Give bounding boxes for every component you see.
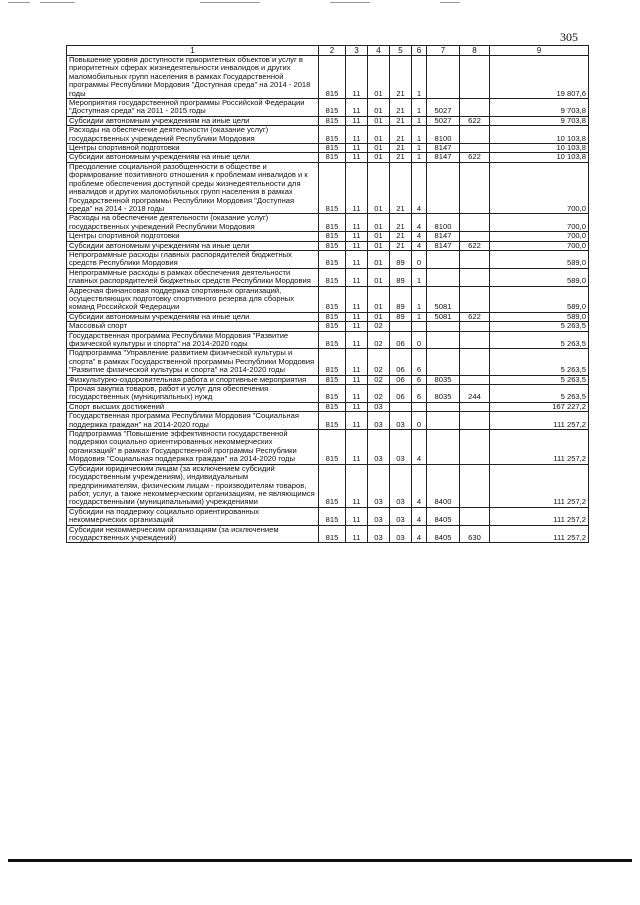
- row-program-code: 21: [390, 126, 412, 144]
- row-program-code: 21: [390, 56, 412, 99]
- row-expense-code: 8405: [427, 525, 460, 543]
- row-ministry-code: 815: [319, 56, 346, 99]
- table-row: [67, 232, 589, 241]
- row-program-code: 21: [390, 162, 412, 213]
- row-ministry-code: 815: [319, 241, 346, 250]
- row-subprogram-code: 4: [412, 241, 427, 250]
- row-section-code: 11: [346, 322, 368, 331]
- row-subprogram-code: 1: [412, 153, 427, 162]
- row-ministry-code: 815: [319, 349, 346, 375]
- row-section-code: 11: [346, 430, 368, 465]
- row-name: Физкультурно-оздоровительная работа и спортивные мероприятия: [67, 375, 319, 384]
- row-name: Субсидии автономным учреждениям на иные цели: [67, 116, 319, 125]
- row-amount: 5 263,5: [490, 322, 589, 331]
- row-type-code: 622: [460, 116, 490, 125]
- row-expense-code: 8147: [427, 232, 460, 241]
- table-row: [67, 116, 589, 125]
- row-type-code: [460, 56, 490, 99]
- row-expense-code: 5081: [427, 312, 460, 321]
- row-ministry-code: 815: [319, 144, 346, 153]
- header-cell-4: 4: [368, 46, 390, 56]
- row-ministry-code: 815: [319, 375, 346, 384]
- table-row: [67, 412, 589, 430]
- row-type-code: [460, 99, 490, 117]
- table-row: [67, 126, 589, 144]
- table-row: [67, 153, 589, 162]
- row-program-code: 21: [390, 99, 412, 117]
- row-type-code: [460, 412, 490, 430]
- row-ministry-code: 815: [319, 162, 346, 213]
- row-amount: 111 257,2: [490, 430, 589, 465]
- row-name: Преодоление социальной разобщенности в обществе и формирование позитивного отношения к проблемам инвалидов и к проблеме обеспечения доступной среды жизнедеятельности для инвалидов и других маломобильных групп населения в рамках Государственной программы Республики Мордовия "Доступная среда" на 2014 - 2018 годы: [67, 162, 319, 213]
- row-section-code: 11: [346, 56, 368, 99]
- row-ministry-code: 815: [319, 126, 346, 144]
- row-program-code: 03: [390, 507, 412, 525]
- row-subsection-code: 01: [368, 144, 390, 153]
- row-subsection-code: 03: [368, 412, 390, 430]
- row-type-code: [460, 286, 490, 312]
- row-name: Прочая закупка товаров, работ и услуг для обеспечения государственных (муниципальных) нужд: [67, 385, 319, 403]
- row-expense-code: [427, 250, 460, 268]
- row-ministry-code: 815: [319, 99, 346, 117]
- row-name: Повышение уровня доступности приоритетных объектов и услуг в приоритетных сферах жизнедеятельности инвалидов и других маломобильных групп населения в рамках Государственной программы Республики Мордовия "Доступная среда" на 2014 - 2018 годы: [67, 56, 319, 99]
- row-subprogram-code: 4: [412, 464, 427, 507]
- row-amount: 5 263,5: [490, 385, 589, 403]
- row-expense-code: 8147: [427, 153, 460, 162]
- row-subprogram-code: 1: [412, 286, 427, 312]
- row-ministry-code: 815: [319, 430, 346, 465]
- row-ministry-code: 815: [319, 268, 346, 286]
- row-name: Центры спортивной подготовки: [67, 232, 319, 241]
- row-subprogram-code: 1: [412, 116, 427, 125]
- row-subsection-code: 01: [368, 99, 390, 117]
- row-section-code: 11: [346, 126, 368, 144]
- row-program-code: 89: [390, 268, 412, 286]
- table-row: [67, 241, 589, 250]
- row-name: Субсидии автономным учреждениям на иные цели: [67, 312, 319, 321]
- row-ministry-code: 815: [319, 214, 346, 232]
- row-name: Расходы на обеспечение деятельности (оказание услуг) государственных учреждений Республики Мордовия: [67, 126, 319, 144]
- row-type-code: 622: [460, 241, 490, 250]
- row-section-code: 11: [346, 375, 368, 384]
- row-type-code: [460, 331, 490, 349]
- table-row: [67, 286, 589, 312]
- table-row: [67, 385, 589, 403]
- row-subsection-code: 03: [368, 430, 390, 465]
- row-name: Мероприятия государственной программы Российской Федерации "Доступная среда" на 2011 - 2015 годы: [67, 99, 319, 117]
- row-ministry-code: 815: [319, 464, 346, 507]
- table-row: [67, 312, 589, 321]
- row-section-code: 11: [346, 286, 368, 312]
- row-section-code: 11: [346, 464, 368, 507]
- row-subprogram-code: 1: [412, 312, 427, 321]
- row-amount: 9 703,8: [490, 99, 589, 117]
- row-expense-code: [427, 349, 460, 375]
- table-row: [67, 99, 589, 117]
- table-row: [67, 56, 589, 99]
- row-section-code: 11: [346, 153, 368, 162]
- row-ministry-code: 815: [319, 507, 346, 525]
- row-expense-code: 8100: [427, 214, 460, 232]
- row-subsection-code: 02: [368, 322, 390, 331]
- row-type-code: 622: [460, 153, 490, 162]
- row-expense-code: 5027: [427, 116, 460, 125]
- row-name: Субсидии автономным учреждениям на иные цели: [67, 153, 319, 162]
- header-cell-2: 2: [319, 46, 346, 56]
- row-expense-code: 8100: [427, 126, 460, 144]
- row-subprogram-code: 1: [412, 56, 427, 99]
- table-row: [67, 144, 589, 153]
- header-cell-5: 5: [390, 46, 412, 56]
- row-subprogram-code: 4: [412, 214, 427, 232]
- row-subprogram-code: 0: [412, 250, 427, 268]
- row-amount: 5 263,5: [490, 349, 589, 375]
- header-row: [67, 46, 589, 56]
- table-row: [67, 268, 589, 286]
- row-ministry-code: 815: [319, 331, 346, 349]
- row-type-code: [460, 214, 490, 232]
- row-expense-code: [427, 268, 460, 286]
- row-subsection-code: 02: [368, 331, 390, 349]
- row-expense-code: [427, 322, 460, 331]
- row-subsection-code: 01: [368, 241, 390, 250]
- row-section-code: 11: [346, 144, 368, 153]
- row-type-code: [460, 507, 490, 525]
- row-subprogram-code: 6: [412, 349, 427, 375]
- row-subsection-code: 01: [368, 162, 390, 213]
- row-program-code: 03: [390, 525, 412, 543]
- row-subsection-code: 01: [368, 250, 390, 268]
- row-section-code: 11: [346, 232, 368, 241]
- row-amount: 111 257,2: [490, 464, 589, 507]
- row-subprogram-code: 1: [412, 99, 427, 117]
- row-subprogram-code: 1: [412, 126, 427, 144]
- header-cell-8: 8: [460, 46, 490, 56]
- row-type-code: 244: [460, 385, 490, 403]
- row-amount: 589,0: [490, 286, 589, 312]
- row-program-code: [390, 322, 412, 331]
- row-program-code: 89: [390, 250, 412, 268]
- row-subprogram-code: 4: [412, 507, 427, 525]
- row-amount: 589,0: [490, 312, 589, 321]
- header-cell-7: 7: [427, 46, 460, 56]
- row-program-code: 03: [390, 430, 412, 465]
- row-program-code: [390, 402, 412, 411]
- row-subsection-code: 01: [368, 126, 390, 144]
- row-program-code: 21: [390, 116, 412, 125]
- table-row: [67, 402, 589, 411]
- row-section-code: 11: [346, 412, 368, 430]
- row-ministry-code: 815: [319, 402, 346, 411]
- row-program-code: 21: [390, 241, 412, 250]
- row-subprogram-code: 0: [412, 331, 427, 349]
- row-ministry-code: 815: [319, 385, 346, 403]
- row-name: Адресная финансовая поддержка спортивных организаций, осуществляющих подготовку спортивного резерва для сборных команд Российской Федерации: [67, 286, 319, 312]
- row-subprogram-code: 0: [412, 412, 427, 430]
- row-subsection-code: 01: [368, 153, 390, 162]
- row-type-code: 622: [460, 312, 490, 321]
- row-name: Субсидии некоммерческим организациям (за исключением государственных учреждений): [67, 525, 319, 543]
- row-subprogram-code: [412, 322, 427, 331]
- page-number: 305: [560, 30, 578, 44]
- row-name: Субсидии юридическим лицам (за исключением субсидий государственным учреждениям), индивидуальным предпринимателям, физическим лицам - производителям товаров, работ, услуг, а также некоммерческим организациям, не являющимся государственными (муниципальными) учреждениями: [67, 464, 319, 507]
- row-section-code: 11: [346, 331, 368, 349]
- row-ministry-code: 815: [319, 286, 346, 312]
- row-amount: 111 257,2: [490, 507, 589, 525]
- header-cell-3: 3: [346, 46, 368, 56]
- row-expense-code: 5081: [427, 286, 460, 312]
- row-expense-code: [427, 412, 460, 430]
- row-program-code: 03: [390, 412, 412, 430]
- header-cell-6: 6: [412, 46, 427, 56]
- row-subsection-code: 02: [368, 349, 390, 375]
- row-section-code: 11: [346, 241, 368, 250]
- row-subprogram-code: [412, 402, 427, 411]
- row-program-code: 06: [390, 375, 412, 384]
- row-ministry-code: 815: [319, 525, 346, 543]
- row-subsection-code: 03: [368, 507, 390, 525]
- row-expense-code: [427, 402, 460, 411]
- row-expense-code: 8405: [427, 507, 460, 525]
- row-subsection-code: 01: [368, 286, 390, 312]
- row-program-code: 21: [390, 153, 412, 162]
- row-amount: 111 257,2: [490, 412, 589, 430]
- table-row: [67, 525, 589, 543]
- row-amount: 700,0: [490, 214, 589, 232]
- row-subsection-code: 01: [368, 268, 390, 286]
- table-row: [67, 214, 589, 232]
- row-subsection-code: 01: [368, 56, 390, 99]
- row-program-code: 21: [390, 144, 412, 153]
- row-section-code: 11: [346, 385, 368, 403]
- table-row: [67, 250, 589, 268]
- row-expense-code: [427, 430, 460, 465]
- row-amount: 700,0: [490, 232, 589, 241]
- row-ministry-code: 815: [319, 322, 346, 331]
- row-ministry-code: 815: [319, 116, 346, 125]
- row-program-code: 06: [390, 349, 412, 375]
- row-type-code: [460, 232, 490, 241]
- row-name: Массовый спорт: [67, 322, 319, 331]
- row-name: Государственная программа Республики Мордовия "Социальная поддержка граждан" на 2014-2020 годы: [67, 412, 319, 430]
- table-row: [67, 430, 589, 465]
- row-type-code: [460, 349, 490, 375]
- row-amount: 589,0: [490, 250, 589, 268]
- row-amount: 700,0: [490, 241, 589, 250]
- row-expense-code: 8147: [427, 241, 460, 250]
- row-section-code: 11: [346, 525, 368, 543]
- row-program-code: 03: [390, 464, 412, 507]
- row-subsection-code: 01: [368, 312, 390, 321]
- header-cell-1: 1: [67, 46, 319, 56]
- row-type-code: [460, 464, 490, 507]
- row-name: Непрограммные расходы главных распорядителей бюджетных средств Республики Мордовия: [67, 250, 319, 268]
- row-amount: 111 257,2: [490, 525, 589, 543]
- row-amount: 9 703,8: [490, 116, 589, 125]
- row-subsection-code: 01: [368, 116, 390, 125]
- row-type-code: [460, 268, 490, 286]
- row-section-code: 11: [346, 250, 368, 268]
- row-type-code: 630: [460, 525, 490, 543]
- row-amount: 700,0: [490, 162, 589, 213]
- table-row: [67, 375, 589, 384]
- row-subsection-code: 02: [368, 385, 390, 403]
- row-program-code: 06: [390, 331, 412, 349]
- row-subsection-code: 03: [368, 402, 390, 411]
- row-program-code: 89: [390, 286, 412, 312]
- row-name: Субсидии автономным учреждениям на иные цели: [67, 241, 319, 250]
- row-section-code: 11: [346, 116, 368, 125]
- row-section-code: 11: [346, 99, 368, 117]
- row-type-code: [460, 322, 490, 331]
- row-type-code: [460, 402, 490, 411]
- row-name: Центры спортивной подготовки: [67, 144, 319, 153]
- row-ministry-code: 815: [319, 412, 346, 430]
- row-amount: 167 227,2: [490, 402, 589, 411]
- row-expense-code: 8035: [427, 375, 460, 384]
- row-expense-code: [427, 331, 460, 349]
- row-name: Подпрограмма "Повышение эффективности государственной поддержки социально ориентированных некоммерческих организаций" в рамках Государственной программы Республики Мордовия "Социальная поддержка граждан" на 2014-2020 годы: [67, 430, 319, 465]
- table-row: [67, 507, 589, 525]
- table-body: [67, 56, 589, 543]
- row-section-code: 11: [346, 214, 368, 232]
- row-program-code: 89: [390, 312, 412, 321]
- row-section-code: 11: [346, 349, 368, 375]
- row-amount: 19 807,6: [490, 56, 589, 99]
- row-subprogram-code: 1: [412, 268, 427, 286]
- row-amount: 10 103,8: [490, 144, 589, 153]
- row-amount: 10 103,8: [490, 153, 589, 162]
- header-cell-9: 9: [490, 46, 589, 56]
- row-subprogram-code: 4: [412, 162, 427, 213]
- row-ministry-code: 815: [319, 312, 346, 321]
- budget-table: [66, 45, 589, 543]
- row-name: Спорт высших достижений: [67, 402, 319, 411]
- row-expense-code: 8147: [427, 144, 460, 153]
- row-name: Государственная программа Республики Мордовия "Развитие физической культуры и спорта" на 2014-2020 годы: [67, 331, 319, 349]
- row-expense-code: 5027: [427, 99, 460, 117]
- row-subsection-code: 01: [368, 214, 390, 232]
- row-amount: 5 263,5: [490, 331, 589, 349]
- row-expense-code: [427, 162, 460, 213]
- row-name: Подпрограмма "Управление развитием физической культуры и спорта" в рамках Государственной программы Республики Мордовия "Развитие физической культуры и спорта" на 2014-2020 годы: [67, 349, 319, 375]
- row-subprogram-code: 4: [412, 232, 427, 241]
- row-section-code: 11: [346, 162, 368, 213]
- row-program-code: 21: [390, 214, 412, 232]
- row-expense-code: 8400: [427, 464, 460, 507]
- row-type-code: [460, 430, 490, 465]
- row-amount: 589,0: [490, 268, 589, 286]
- row-subprogram-code: 1: [412, 144, 427, 153]
- row-subprogram-code: 6: [412, 375, 427, 384]
- row-program-code: 21: [390, 232, 412, 241]
- table-row: [67, 349, 589, 375]
- row-type-code: [460, 144, 490, 153]
- row-section-code: 11: [346, 402, 368, 411]
- row-subprogram-code: 6: [412, 385, 427, 403]
- row-name: Субсидии на поддержку социально ориентированных некоммерческих организаций: [67, 507, 319, 525]
- row-name: Непрограммные расходы в рамках обеспечения деятельности главных распорядителей бюджетных средств Республики Мордовия: [67, 268, 319, 286]
- row-subsection-code: 01: [368, 232, 390, 241]
- row-ministry-code: 815: [319, 250, 346, 268]
- row-type-code: [460, 126, 490, 144]
- row-expense-code: [427, 56, 460, 99]
- row-type-code: [460, 375, 490, 384]
- table-row: [67, 162, 589, 213]
- row-subsection-code: 03: [368, 464, 390, 507]
- row-ministry-code: 815: [319, 232, 346, 241]
- row-amount: 5 263,5: [490, 375, 589, 384]
- table-row: [67, 331, 589, 349]
- row-amount: 10 103,8: [490, 126, 589, 144]
- row-subsection-code: 03: [368, 525, 390, 543]
- row-ministry-code: 815: [319, 153, 346, 162]
- bottom-rule: [8, 859, 632, 862]
- row-program-code: 06: [390, 385, 412, 403]
- row-name: Расходы на обеспечение деятельности (оказание услуг) государственных учреждений Республики Мордовия: [67, 214, 319, 232]
- row-section-code: 11: [346, 507, 368, 525]
- row-section-code: 11: [346, 268, 368, 286]
- table-row: [67, 464, 589, 507]
- row-subprogram-code: 4: [412, 525, 427, 543]
- row-subprogram-code: 4: [412, 430, 427, 465]
- row-section-code: 11: [346, 312, 368, 321]
- row-subsection-code: 02: [368, 375, 390, 384]
- table-row: [67, 322, 589, 331]
- row-type-code: [460, 250, 490, 268]
- row-expense-code: 8035: [427, 385, 460, 403]
- row-type-code: [460, 162, 490, 213]
